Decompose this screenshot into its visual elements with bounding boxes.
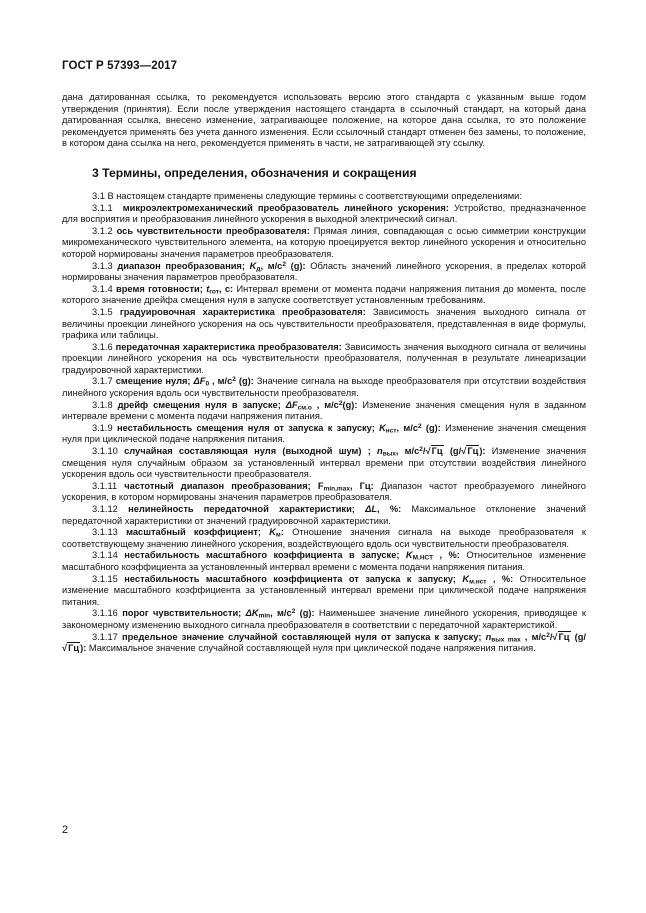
- term-symbol: K: [405, 550, 413, 561]
- term-symbol: t: [206, 283, 210, 294]
- term-definition: Область значений линейного ускорения, в пределах которой нормированы значения параметров преобразователя.: [62, 260, 586, 283]
- term-definition: Устройство, предназначенное для восприятия и преобразования линейного ускорения в выходной электрический сигнал.: [62, 202, 586, 225]
- term-label: ось чувствительности преобразователя:: [116, 225, 310, 236]
- term-label: нестабильность смещения нуля от запуска к запуску;: [116, 422, 375, 433]
- term-3-1-6: 3.1.6 передаточная характеристика преобразователя: Зависимость значения выходного сигнала от величины проекции линейного ускорения на ось чувствительности преобразователя, полученная в результате линеаризации градуировочной характеристики.: [62, 341, 586, 375]
- term-3-1-16: 3.1.16 порог чувствительности; $\Delta K_{min}$, $м/с^2$ (g): Наименьшее значение линейного ускорения, приводящее к закономерному изменению выходного сигнала преобразователя в соответствии с передаточной характеристикой.: [62, 608, 586, 630]
- term-definition: Зависимость значения выходного сигнала от величины проекции линейного ускорения на ось чувствительности преобразователя, полученная в результате линеаризации градуировочной характеристики.: [62, 341, 586, 375]
- section-title: 3 Термины, определения, обозначения и сокращения: [92, 165, 417, 180]
- sqrt-hz-symbol: √Гц: [552, 631, 570, 642]
- term-symbol: K: [379, 422, 386, 433]
- term-3-1-1: 3.1.1 микроэлектромеханический преобразователь линейного ускорения: Устройство, предназначенное для восприятия и преобразования линейного ускорения в выходной электрический сигнал.: [62, 202, 586, 225]
- term-symbol: K: [249, 260, 257, 271]
- page-number: 2: [62, 824, 69, 836]
- term-definition: Изменение значения смещения нуля в заданном интервале времени с момента подачи напряжения питания.: [62, 399, 586, 422]
- sqrt-hz-symbol: √Гц: [461, 446, 479, 457]
- term-label: микроэлектромеханический преобразователь линейного ускорения:: [122, 202, 449, 213]
- term-label: смещение нуля;: [115, 376, 191, 387]
- term-definition: Интервал времени от момента подачи напряжения питания до момента, после которого значение дрейфа смещения нуля в запуске соответствует установленным требованиям.: [62, 283, 586, 306]
- term-3-1-3: 3.1.3 диапазон преобразования; $K_д$, $м/с^2$ (g): Область значений линейного ускорения, в пределах которой нормированы значения параметров преобразователя.: [62, 260, 586, 283]
- term-3-1-17: 3.1.17 предельное значение случайной составляющей нуля от запуска к запуску; $n_{вых max}$ , $м/с^2/√Гц$ (g/√Гц): Максимальное значение случайной составляющей нуля при циклической подаче напряжения питания.: [62, 631, 587, 654]
- para-3-1: 3.1 В настоящем стандарте применены следующие термины с соответствующими определениями:: [92, 190, 522, 201]
- term-definition: Зависимость значения выходного сигнала от величины проекции линейного ускорения на ось чувствительности преобразователя, представленная в виде формулы, графика или таблицы.: [62, 306, 586, 341]
- term-symbol: K: [462, 573, 470, 584]
- term-3-1-10: 3.1.10 случайная составляющая нуля (выходной шум) ; $n_{вых}$, $м/с^2/√Гц$ (g/√Гц): Изменение значения смещения нуля случайным образом за установленный интервал времени при отсутствии воздействия линейного ускорения вдоль оси чувствительности преобразователя.: [62, 446, 586, 480]
- term-definition: Наименьшее значение линейного ускорения, приводящее к закономерному изменению выходного сигнала преобразователя в соответствии с передаточной характеристикой.: [62, 608, 586, 630]
- term-definition: Диапазон частот преобразуемого линейного ускорения, в котором нормированы значения параметров преобразователя.: [62, 480, 586, 503]
- document-body: [62, 92, 586, 655]
- term-definition: Значение сигнала на выходе преобразователя при отсутствии воздействия линейного ускорения вдоль оси чувствительности преобразователя.: [62, 376, 586, 399]
- document-header: ГОСТ Р 57393—2017: [62, 60, 178, 72]
- term-definition: Прямая линия, совпадающая с осью симметрии конструкции микромеханического чувствительного элемента, на которую проецируется вектор линейного ускорения и относительно которой нормированы значения параметров преобразователя.: [62, 225, 586, 259]
- term-symbol: K: [269, 527, 276, 538]
- term-definition: Относительное изменение масштабного коэффициента за установленный интервал времени с момента подачи напряжения питания.: [62, 550, 586, 572]
- intro-paragraph: дана датированная ссылка, то рекомендуется использовать версию этого стандарта с указанным выше годом утверждения (принятия). Если после утверждения настоящего стандарта в ссылочный стандарт, на который дана датированная ссылка, внесено изменение, затрагивающее положение, на которое дана ссылка, то это положение рекомендуется применять без учета данного изменения. Если ссылочный стандарт отменен без замены, то положение, в котором дана ссылка на него, рекомендуется применять в части, не затрагивающей эту ссылку.: [62, 92, 586, 149]
- term-label: порог чувствительности;: [122, 608, 242, 619]
- term-symbol: F: [317, 480, 324, 491]
- term-label: предельное значение случайной составляющей нуля от запуска к запуску;: [121, 631, 482, 642]
- term-label: частотный диапазон преобразования;: [124, 480, 311, 491]
- term-definition: Изменение значения смещения нуля случайным образом за установленный интервал времени при отсутствии воздействия линейного ускорения вдоль оси чувствительности преобразователя.: [62, 446, 586, 480]
- term-symbol: ΔF: [193, 376, 206, 387]
- term-label: нелинейность передаточной характеристики;: [128, 504, 355, 514]
- term-label: дрейф смещения нуля в запуске;: [117, 399, 281, 410]
- term-label: градуировочная характеристика преобразователя:: [119, 306, 366, 317]
- term-label: масштабный коэффициент;: [126, 527, 261, 538]
- term-3-1-12: 3.1.12 нелинейность передаточной характеристики; ΔL, %: Максимальное отклонение значений передаточной характеристики от значений градуировочной характеристики.: [62, 504, 586, 526]
- term-definition: Максимальное отклонение значений передаточной характеристики от значений градуировочной характеристики.: [62, 504, 586, 526]
- term-3-1-8: 3.1.8 дрейф смещения нуля в запуске; $\Delta F_{см.о}$ , $м/с^2(g)$: Изменение значения смещения нуля в заданном интервале времени с момента подачи напряжения питания.: [62, 399, 586, 422]
- term-3-1-13: 3.1.13 масштабный коэффициент; $K_м$: Отношение значения сигнала на выходе преобразователя к соответствующему значению линейного ускорения, воздействующего вдоль оси чувствительности преобразователя.: [62, 527, 586, 549]
- term-3-1-7: 3.1.7 смещение нуля; $\Delta F_0$ , $м/с^2$ (g): Значение сигнала на выходе преобразователя при отсутствии воздействия линейного ускорения вдоль оси чувствительности преобразователя.: [62, 376, 586, 399]
- term-3-1-15: 3.1.15 нестабильность масштабного коэффициента от запуска к запуску; $K_{м.нст}$ , %: Относительное изменение масштабного коэффициента за установленный интервал времени при циклической подаче напряжения питания.: [62, 573, 586, 607]
- term-3-1-14: 3.1.14 нестабильность масштабного коэффициента в запуске; $K_{М.НСТ}$ , %: Относительное изменение масштабного коэффициента за установленный интервал времени с момента подачи напряжения питания.: [62, 550, 586, 572]
- term-definition: Относительное изменение масштабного коэффициента за установленный интервал времени при циклической подаче напряжения питания.: [62, 573, 586, 607]
- sqrt-hz-symbol: √Гц: [62, 643, 80, 654]
- term-definition: Изменение значения смещения нуля при циклической подаче напряжения питания.: [62, 422, 586, 445]
- term-label: передаточная характеристика преобразователя:: [115, 341, 342, 352]
- term-definition: Отношение значения сигнала на выходе преобразователя к соответствующему значению линейного ускорения, воздействующего вдоль оси чувствительности преобразователя.: [62, 527, 586, 549]
- term-3-1-11: 3.1.11 частотный диапазон преобразования; $F_{min,max}$, Гц: Диапазон частот преобразуемого линейного ускорения, в котором нормированы значения параметров преобразователя.: [62, 480, 586, 503]
- term-symbol: n: [485, 631, 492, 642]
- term-3-1-4: 3.1.4 время готовности; $t_{гот}$, с: Интервал времени от момента подачи напряжения питания до момента, после которого значение дрейфа смещения нуля в запуске соответствует установленным требованиям.: [62, 283, 586, 306]
- term-label: нестабильность масштабного коэффициента от запуска к запуску;: [124, 573, 457, 584]
- term-3-1-2: 3.1.2 ось чувствительности преобразователя: Прямая линия, совпадающая с осью симметрии конструкции микромеханического чувствительного элемента, на которую проецируется вектор линейного ускорения и относительно которой нормированы значения параметров преобразователя.: [62, 225, 586, 259]
- term-symbol: ΔL: [365, 504, 378, 514]
- term-label: случайная составляющая нуля (выходной шум) ;: [124, 446, 371, 457]
- term-3-1-5: 3.1.5 градуировочная характеристика преобразователя: Зависимость значения выходного сигнала от величины проекции линейного ускорения на ось чувствительности преобразователя, представленная в виде формулы, графика или таблицы.: [62, 306, 586, 341]
- term-symbol: ΔK: [245, 608, 259, 619]
- term-definition: Максимальное значение случайной составляющей нуля при циклической подаче напряжения питания.: [88, 643, 536, 654]
- term-label: нестабильность масштабного коэффициента в запуске;: [124, 550, 400, 561]
- term-3-1-9: 3.1.9 нестабильность смещения нуля от запуска к запуску; $K_{нст}$, $м/с^2$ (g): Изменение значения смещения нуля при циклической подаче напряжения питания.: [62, 422, 586, 445]
- term-label: диапазон преобразования;: [117, 260, 245, 271]
- term-label: время готовности;: [116, 283, 203, 294]
- term-symbol: n: [377, 446, 383, 457]
- term-symbol: ΔF: [285, 399, 298, 410]
- sqrt-hz-symbol: √Гц: [425, 446, 443, 457]
